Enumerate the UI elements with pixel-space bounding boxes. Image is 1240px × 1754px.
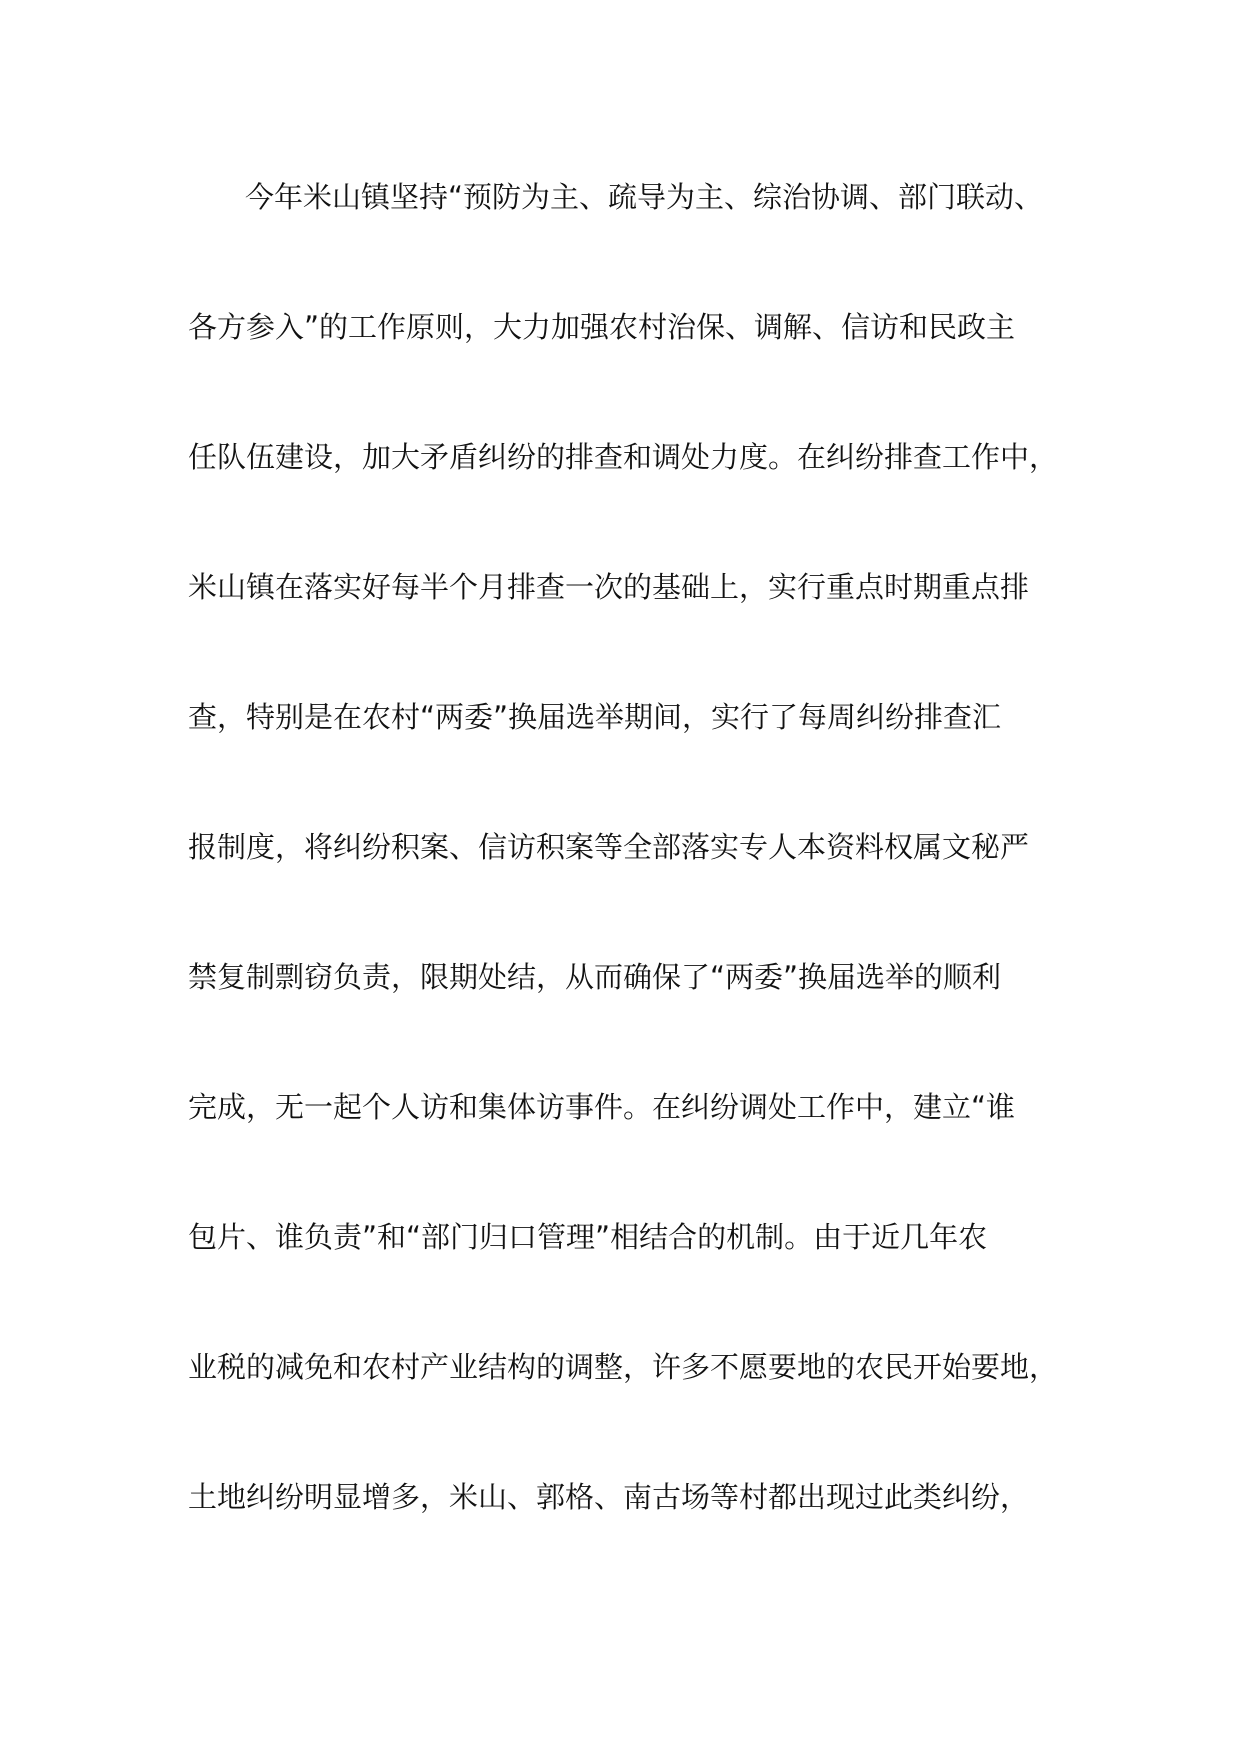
paragraph-line-4: 米山镇在落实好每半个月排查一次的基础上，实行重点时期重点排	[188, 570, 1030, 604]
paragraph-line-3: 任队伍建设，加大矛盾纠纷的排查和调处力度。在纠纷排查工作中，	[188, 440, 1059, 474]
paragraph-line-7: 禁复制剽窃负责，限期处结，从而确保了“两委”换届选举的顺利	[188, 960, 1002, 994]
paragraph-line-5: 查，特别是在农村“两委”换届选举期间，实行了每周纠纷排查汇	[188, 700, 1002, 734]
paragraph-line-10: 业税的减免和农村产业结构的调整，许多不愿要地的农民开始要地，	[188, 1350, 1059, 1384]
paragraph-line-2: 各方参入”的工作原则，大力加强农村治保、调解、信访和民政主	[188, 310, 1016, 344]
paragraph-line-1: 今年米山镇坚持“预防为主、疏导为主、综治协调、部门联动、	[245, 180, 1044, 214]
paragraph-line-11: 土地纠纷明显增多，米山、郭格、南古场等村都出现过此类纠纷，	[188, 1480, 1030, 1514]
paragraph-line-6: 报制度，将纠纷积案、信访积案等全部落实专人本资料权属文秘严	[188, 830, 1030, 864]
paragraph-line-8: 完成，无一起个人访和集体访事件。在纠纷调处工作中，建立“谁	[188, 1090, 1016, 1124]
paragraph-line-9: 包片、谁负责”和“部门归口管理”相结合的机制。由于近几年农	[188, 1220, 988, 1254]
